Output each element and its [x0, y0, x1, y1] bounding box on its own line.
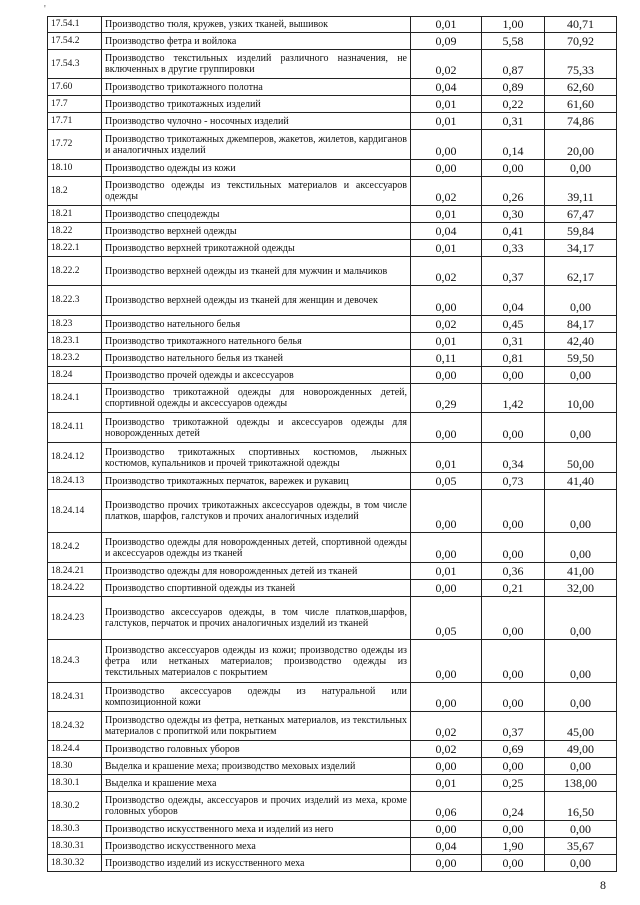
table-body: [48, 17, 617, 872]
row-value-2: 0,37: [482, 257, 545, 286]
row-value-3: 0,00: [545, 286, 617, 316]
row-code: 17.7: [48, 96, 102, 113]
row-value-1: 0,02: [411, 316, 482, 333]
row-value-1: 0,02: [411, 257, 482, 286]
row-name: Производство нательного белья из тканей: [102, 350, 411, 367]
row-value-2: 0,00: [482, 533, 545, 563]
row-value-1: 0,00: [411, 683, 482, 712]
row-value-1: 0,09: [411, 33, 482, 50]
table-row: [48, 17, 617, 33]
row-name: Производство трикотажных перчаток, варежек и рукавиц: [102, 473, 411, 490]
row-value-1: 0,00: [411, 130, 482, 160]
table-row: [48, 741, 617, 758]
row-value-1: 0,01: [411, 17, 482, 33]
row-value-3: 45,00: [545, 712, 617, 741]
table-row: [48, 206, 617, 223]
row-name: Производство головных уборов: [102, 741, 411, 758]
row-value-1: 0,00: [411, 855, 482, 872]
row-value-1: 0,04: [411, 79, 482, 96]
row-value-3: 0,00: [545, 533, 617, 563]
row-value-3: 59,50: [545, 350, 617, 367]
row-value-1: 0,00: [411, 821, 482, 838]
row-code: 18.24.21: [48, 563, 102, 580]
row-code: 17.54.1: [48, 17, 102, 33]
row-name: Производство аксессуаров одежды, в том числе платков,шарфов, галстуков, перчаток и прочих аналогичных изделий из тканей: [102, 597, 411, 640]
table-row: [48, 316, 617, 333]
row-code: 17.72: [48, 130, 102, 160]
table-row: [48, 597, 617, 640]
row-value-1: 0,00: [411, 490, 482, 533]
row-value-1: 0,29: [411, 384, 482, 413]
row-code: 18.2: [48, 177, 102, 206]
row-value-1: 0,00: [411, 533, 482, 563]
row-value-3: 0,00: [545, 413, 617, 443]
row-name: Производство тюля, кружев, узких тканей, вышивок: [102, 17, 411, 33]
row-name: Производство трикотажной одежды и аксессуаров одежды для новорожденных детей: [102, 413, 411, 443]
row-value-2: 0,30: [482, 206, 545, 223]
row-name: Производство одежды, аксессуаров и прочих изделий из меха, кроме головных уборов: [102, 792, 411, 821]
table-row: [48, 443, 617, 473]
row-name: Производство прочих трикотажных аксессуаров одежды, в том числе платков, шарфов, галстуков и прочих аналогичных изделий: [102, 490, 411, 533]
row-value-3: 32,00: [545, 580, 617, 597]
table-row: [48, 350, 617, 367]
row-code: 18.24.3: [48, 640, 102, 683]
table-row: [48, 838, 617, 855]
row-value-2: 0,00: [482, 367, 545, 384]
row-code: 18.30.1: [48, 775, 102, 792]
row-value-3: 39,11: [545, 177, 617, 206]
row-name: Производство одежды из текстильных материалов и аксессуаров одежды: [102, 177, 411, 206]
row-name: Производство аксессуаров одежды из кожи; производство одежды из фетра или нетканых материалов; производство одежды из текстильных материалов с покрытием: [102, 640, 411, 683]
row-value-2: 0,41: [482, 223, 545, 240]
row-value-3: 35,67: [545, 838, 617, 855]
row-value-2: 0,00: [482, 855, 545, 872]
table-row: [48, 367, 617, 384]
row-value-3: 0,00: [545, 855, 617, 872]
table-row: [48, 775, 617, 792]
table-row: [48, 33, 617, 50]
row-value-2: 0,00: [482, 683, 545, 712]
table-row: [48, 758, 617, 775]
row-code: 18.30.32: [48, 855, 102, 872]
row-value-2: 0,00: [482, 758, 545, 775]
row-name: Производство трикотажных изделий: [102, 96, 411, 113]
row-value-1: 0,11: [411, 350, 482, 367]
table-row: [48, 580, 617, 597]
table-row: [48, 712, 617, 741]
row-value-3: 138,00: [545, 775, 617, 792]
row-value-3: 62,60: [545, 79, 617, 96]
row-name: Производство аксессуаров одежды из натуральной или композиционной кожи: [102, 683, 411, 712]
table-row: [48, 257, 617, 286]
row-value-1: 0,01: [411, 113, 482, 130]
row-code: 18.24.2: [48, 533, 102, 563]
row-name: Производство одежды из кожи: [102, 160, 411, 177]
top-mark: ': [44, 4, 46, 15]
row-code: 18.22.3: [48, 286, 102, 316]
row-value-1: 0,01: [411, 443, 482, 473]
row-value-3: 41,00: [545, 563, 617, 580]
table-row: [48, 333, 617, 350]
row-name: Производство текстильных изделий различного назначения, не включенных в другие группировки: [102, 50, 411, 79]
row-value-1: 0,01: [411, 563, 482, 580]
row-value-3: 61,60: [545, 96, 617, 113]
row-value-1: 0,01: [411, 206, 482, 223]
row-value-3: 0,00: [545, 160, 617, 177]
row-name: Производство верхней трикотажной одежды: [102, 240, 411, 257]
row-code: 18.24.12: [48, 443, 102, 473]
table-row: [48, 130, 617, 160]
row-code: 18.23.2: [48, 350, 102, 367]
row-name: Производство изделий из искусственного меха: [102, 855, 411, 872]
row-code: 18.24: [48, 367, 102, 384]
row-code: 18.24.14: [48, 490, 102, 533]
row-value-2: 0,36: [482, 563, 545, 580]
row-value-3: 50,00: [545, 443, 617, 473]
row-value-2: 0,04: [482, 286, 545, 316]
table-row: [48, 240, 617, 257]
row-value-2: 0,21: [482, 580, 545, 597]
row-value-3: 41,40: [545, 473, 617, 490]
row-value-3: 49,00: [545, 741, 617, 758]
row-value-2: 0,81: [482, 350, 545, 367]
row-value-1: 0,04: [411, 838, 482, 855]
row-code: 18.23.1: [48, 333, 102, 350]
table-row: [48, 50, 617, 79]
row-name: Производство искусственного меха: [102, 838, 411, 855]
row-code: 18.24.4: [48, 741, 102, 758]
row-value-1: 0,01: [411, 775, 482, 792]
row-value-2: 0,37: [482, 712, 545, 741]
row-code: 18.24.11: [48, 413, 102, 443]
row-value-3: 42,40: [545, 333, 617, 350]
row-value-3: 0,00: [545, 758, 617, 775]
row-code: 18.30.2: [48, 792, 102, 821]
table-row: [48, 113, 617, 130]
row-value-1: 0,00: [411, 367, 482, 384]
row-name: Производство чулочно - носочных изделий: [102, 113, 411, 130]
row-value-3: 34,17: [545, 240, 617, 257]
table-row: [48, 821, 617, 838]
table-row: [48, 79, 617, 96]
row-value-2: 1,00: [482, 17, 545, 33]
row-code: 18.24.22: [48, 580, 102, 597]
table-row: [48, 563, 617, 580]
row-value-1: 0,00: [411, 758, 482, 775]
row-value-3: 10,00: [545, 384, 617, 413]
row-value-2: 0,00: [482, 597, 545, 640]
row-code: 18.30.31: [48, 838, 102, 855]
row-code: 18.23: [48, 316, 102, 333]
row-value-2: 0,24: [482, 792, 545, 821]
row-code: 18.24.1: [48, 384, 102, 413]
row-value-2: 0,73: [482, 473, 545, 490]
row-name: Производство спецодежды: [102, 206, 411, 223]
table-row: [48, 490, 617, 533]
row-value-2: 0,45: [482, 316, 545, 333]
row-code: 18.21: [48, 206, 102, 223]
table-row: [48, 384, 617, 413]
table-row: [48, 683, 617, 712]
row-value-3: 0,00: [545, 683, 617, 712]
row-value-3: 40,71: [545, 17, 617, 33]
row-value-2: 0,31: [482, 333, 545, 350]
row-value-1: 0,06: [411, 792, 482, 821]
row-name: Производство верхней одежды из тканей для мужчин и мальчиков: [102, 257, 411, 286]
row-value-3: 0,00: [545, 597, 617, 640]
row-value-3: 59,84: [545, 223, 617, 240]
row-code: 18.22: [48, 223, 102, 240]
row-value-2: 0,33: [482, 240, 545, 257]
row-value-2: 0,89: [482, 79, 545, 96]
row-name: Производство нательного белья: [102, 316, 411, 333]
row-value-1: 0,05: [411, 597, 482, 640]
row-value-3: 70,92: [545, 33, 617, 50]
row-name: Производство верхней одежды из тканей для женщин и девочек: [102, 286, 411, 316]
row-value-2: 0,14: [482, 130, 545, 160]
row-value-2: 0,87: [482, 50, 545, 79]
row-value-2: 1,42: [482, 384, 545, 413]
row-value-2: 0,00: [482, 821, 545, 838]
row-code: 17.54.2: [48, 33, 102, 50]
row-name: Производство одежды для новорожденных детей из тканей: [102, 563, 411, 580]
row-value-1: 0,00: [411, 286, 482, 316]
row-value-1: 0,00: [411, 580, 482, 597]
row-name: Производство трикотажной одежды для новорожденных детей, спортивной одежды и аксессуаров одежды: [102, 384, 411, 413]
row-name: Выделка и крашение меха; производство меховых изделий: [102, 758, 411, 775]
row-value-1: 0,00: [411, 640, 482, 683]
row-value-2: 0,00: [482, 413, 545, 443]
row-code: 18.30: [48, 758, 102, 775]
row-code: 18.24.32: [48, 712, 102, 741]
row-value-1: 0,00: [411, 160, 482, 177]
row-code: 17.54.3: [48, 50, 102, 79]
row-name: Производство трикотажных джемперов, жакетов, жилетов, кардиганов и аналогичных изделий: [102, 130, 411, 160]
row-name: Производство трикотажных спортивных костюмов, лыжных костюмов, купальников и прочей трикотажной одежды: [102, 443, 411, 473]
row-value-3: 62,17: [545, 257, 617, 286]
row-code: 18.22.2: [48, 257, 102, 286]
row-value-3: 67,47: [545, 206, 617, 223]
table-row: [48, 286, 617, 316]
row-code: 18.24.13: [48, 473, 102, 490]
row-name: Производство фетра и войлока: [102, 33, 411, 50]
table-row: [48, 96, 617, 113]
table-row: [48, 855, 617, 872]
row-code: 18.24.23: [48, 597, 102, 640]
row-value-1: 0,02: [411, 712, 482, 741]
row-name: Производство трикотажного полотна: [102, 79, 411, 96]
row-name: Производство прочей одежды и аксессуаров: [102, 367, 411, 384]
row-value-3: 0,00: [545, 367, 617, 384]
row-name: Производство одежды из фетра, нетканых материалов, из текстильных материалов с пропиткой или покрытием: [102, 712, 411, 741]
table-row: [48, 177, 617, 206]
row-value-3: 75,33: [545, 50, 617, 79]
table-row: [48, 223, 617, 240]
row-code: 17.71: [48, 113, 102, 130]
row-value-3: 0,00: [545, 490, 617, 533]
row-value-2: 0,00: [482, 490, 545, 533]
row-value-3: 74,86: [545, 113, 617, 130]
row-name: Выделка и крашение меха: [102, 775, 411, 792]
table-row: [48, 160, 617, 177]
row-value-3: 84,17: [545, 316, 617, 333]
row-value-2: 0,00: [482, 160, 545, 177]
row-name: Производство трикотажного нательного белья: [102, 333, 411, 350]
table-row: [48, 473, 617, 490]
table-row: [48, 413, 617, 443]
row-value-1: 0,02: [411, 741, 482, 758]
row-value-2: 0,22: [482, 96, 545, 113]
row-code: 18.30.3: [48, 821, 102, 838]
row-value-2: 0,34: [482, 443, 545, 473]
row-value-3: 0,00: [545, 640, 617, 683]
row-value-3: 0,00: [545, 821, 617, 838]
row-name: Производство верхней одежды: [102, 223, 411, 240]
row-value-2: 0,25: [482, 775, 545, 792]
row-value-2: 0,31: [482, 113, 545, 130]
row-value-2: 5,58: [482, 33, 545, 50]
row-value-1: 0,02: [411, 50, 482, 79]
row-name: Производство одежды для новорожденных детей, спортивной одежды и аксессуаров одежды из тканей: [102, 533, 411, 563]
row-code: 17.60: [48, 79, 102, 96]
row-code: 18.24.31: [48, 683, 102, 712]
row-value-3: 20,00: [545, 130, 617, 160]
row-value-1: 0,01: [411, 333, 482, 350]
row-code: 18.22.1: [48, 240, 102, 257]
page-number: 8: [600, 878, 606, 892]
row-value-1: 0,04: [411, 223, 482, 240]
row-name: Производство искусственного меха и изделий из него: [102, 821, 411, 838]
okved-table: [47, 16, 617, 872]
row-value-1: 0,00: [411, 413, 482, 443]
row-value-2: 0,00: [482, 640, 545, 683]
row-value-2: 0,26: [482, 177, 545, 206]
table-row: [48, 640, 617, 683]
row-value-2: 0,69: [482, 741, 545, 758]
row-value-3: 16,50: [545, 792, 617, 821]
row-value-1: 0,02: [411, 177, 482, 206]
row-code: 18.10: [48, 160, 102, 177]
row-value-1: 0,05: [411, 473, 482, 490]
table-row: [48, 533, 617, 563]
row-value-2: 1,90: [482, 838, 545, 855]
row-value-1: 0,01: [411, 96, 482, 113]
row-name: Производство спортивной одежды из тканей: [102, 580, 411, 597]
table-row: [48, 792, 617, 821]
row-value-1: 0,01: [411, 240, 482, 257]
